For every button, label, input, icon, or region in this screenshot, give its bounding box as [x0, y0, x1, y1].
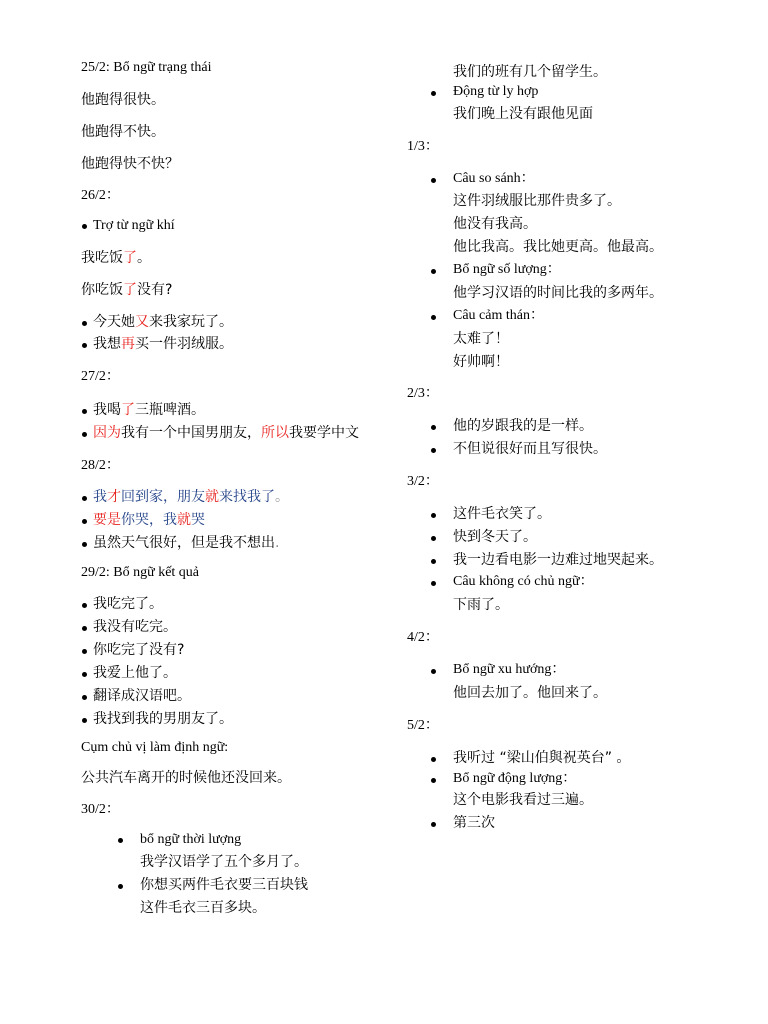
bullet [82, 603, 87, 608]
example-sentence: 快到冬天了。 [453, 529, 537, 545]
example-sentence: 我找到我的男朋友了。 [93, 711, 233, 727]
example-sentence: 翻译成汉语吧。 [93, 688, 191, 704]
example-sentence: 我爱上他了。 [93, 665, 177, 681]
bullet [82, 343, 87, 348]
bullet [82, 695, 87, 700]
date-heading: 3/2： [407, 474, 439, 489]
date-heading: 4/2： [407, 630, 439, 645]
example-sentence: 我喝了三瓶啤酒。 [93, 402, 205, 418]
example-sentence: 因为我有一个中国男朋友，所以我要学中文 [93, 425, 359, 441]
date-heading: 30/2： [81, 802, 120, 817]
example-sentence: 公共汽车离开的时候他还没回来。 [81, 770, 291, 786]
grammar-topic: Động từ ly hợp [453, 84, 539, 99]
bullet [431, 315, 436, 320]
grammar-topic: Câu cảm thán： [453, 308, 544, 323]
example-sentence: 我们晚上没有跟他见面 [453, 106, 593, 122]
bullet [431, 536, 436, 541]
date-heading: 5/2： [407, 718, 439, 733]
example-sentence: 这件毛衣三百多块。 [140, 900, 266, 916]
date-heading: 25/2: Bổ ngữ trạng thái [81, 60, 212, 75]
example-sentence: 这件羽绒服比那件贵多了。 [453, 193, 621, 209]
example-sentence: 他没有我高。 [453, 216, 537, 232]
example-sentence: 要是你哭，我就哭 [93, 512, 205, 528]
grammar-topic: Bổ ngữ số lượng： [453, 262, 561, 277]
bullet [82, 321, 87, 326]
bullet [118, 838, 123, 843]
bullet [431, 269, 436, 274]
bullet [82, 626, 87, 631]
date-heading: 27/2： [81, 369, 120, 384]
bullet [431, 669, 436, 674]
example-sentence: 他比我高。我比她更高。他最高。 [453, 239, 663, 255]
example-sentence: 他学习汉语的时间比我的多两年。 [453, 285, 663, 301]
example-sentence: 太难了！ [453, 331, 509, 347]
example-sentence: 这件毛衣笑了。 [453, 506, 551, 522]
example-sentence: 他跑得快不快？ [81, 156, 179, 172]
example-sentence: 我吃饭了。 [81, 250, 151, 266]
bullet [431, 822, 436, 827]
bullet [82, 542, 87, 547]
grammar-topic: Câu không có chủ ngữ： [453, 574, 594, 589]
bullet [82, 718, 87, 723]
bullet [431, 178, 436, 183]
example-sentence: 你吃完了没有? [93, 642, 185, 658]
example-sentence: 他的岁跟我的是一样。 [453, 418, 593, 434]
bullet [82, 432, 87, 437]
bullet [118, 884, 123, 889]
example-sentence: 我想再买一件羽绒服。 [93, 336, 233, 352]
example-sentence: 我听过 “梁山伯與祝英台” 。 [453, 750, 631, 766]
grammar-topic: Bổ ngữ xu hướng： [453, 662, 566, 677]
bullet [431, 513, 436, 518]
example-sentence: 我学汉语学了五个多月了。 [140, 854, 308, 870]
bullet [431, 91, 436, 96]
grammar-topic: Cụm chủ vị làm định ngữ: [81, 740, 229, 755]
date-heading: 26/2： [81, 188, 120, 203]
example-sentence: 下雨了。 [453, 597, 509, 613]
example-sentence: 我们的班有几个留学生。 [453, 64, 607, 80]
grammar-topic: Câu so sánh： [453, 171, 535, 186]
date-heading: 2/3： [407, 386, 439, 401]
example-sentence: 我才回到家，朋友就来找我了。 [93, 489, 289, 505]
bullet [431, 425, 436, 430]
bullet [431, 778, 436, 783]
example-sentence: 这个电影我看过三遍。 [453, 792, 593, 808]
grammar-topic: Trợ từ ngữ khí [93, 218, 175, 233]
example-sentence: 我吃完了。 [93, 596, 163, 612]
date-heading: 28/2： [81, 458, 120, 473]
bullet [82, 224, 87, 229]
example-sentence: 虽然天气很好，但是我不想出. [93, 535, 280, 551]
bullet [431, 559, 436, 564]
example-sentence: 他回去加了。他回来了。 [453, 685, 607, 701]
date-heading: 29/2: Bổ ngữ kết quả [81, 565, 200, 580]
example-sentence: 他跑得很快。 [81, 92, 165, 108]
example-sentence: 第三次 [453, 815, 495, 831]
example-sentence: 我没有吃完。 [93, 619, 177, 635]
bullet [431, 757, 436, 762]
bullet [82, 496, 87, 501]
bullet [82, 519, 87, 524]
example-sentence: 不但说很好而且写很快。 [453, 441, 607, 457]
example-sentence: 你想买两件毛衣要三百块钱 [140, 877, 308, 893]
example-sentence: 今天她又来我家玩了。 [93, 314, 233, 330]
example-sentence: 你吃饭了没有? [81, 282, 173, 298]
grammar-topic: Bổ ngữ động lượng： [453, 771, 577, 786]
grammar-topic: bổ ngữ thời lượng [140, 832, 242, 847]
bullet [82, 649, 87, 654]
example-sentence: 好帅啊！ [453, 354, 509, 370]
bullet [431, 448, 436, 453]
bullet [431, 581, 436, 586]
date-heading: 1/3： [407, 139, 439, 154]
example-sentence: 他跑得不快。 [81, 124, 165, 140]
example-sentence: 我一边看电影一边难过地哭起来。 [453, 552, 663, 568]
bullet [82, 672, 87, 677]
bullet [82, 409, 87, 414]
